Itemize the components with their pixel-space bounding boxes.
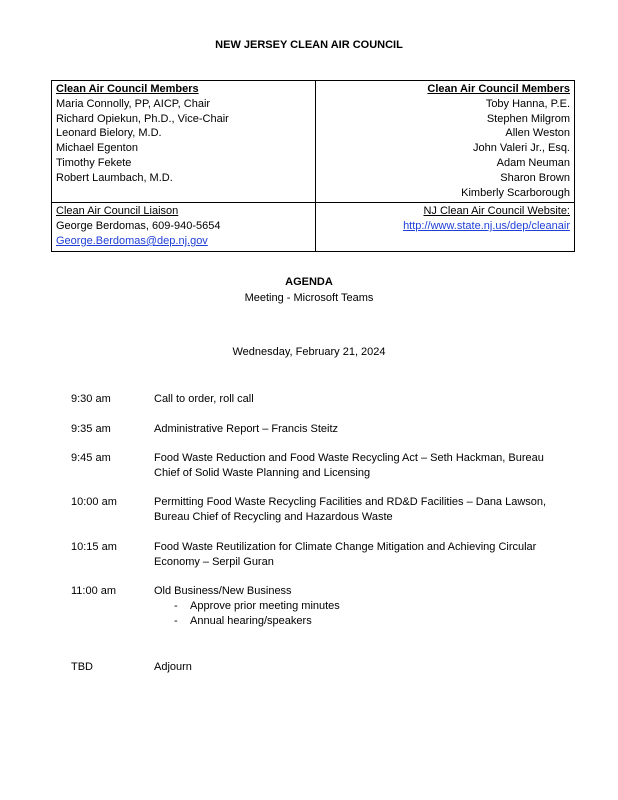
agenda-sub-item — [154, 599, 554, 614]
member-name: Adam Neuman — [496, 156, 570, 169]
agenda-item-text: Food Waste Reutilization for Climate Change Mitigation and Achieving Circular — [154, 541, 537, 553]
agenda-item-time: 9:45 am — [71, 452, 111, 464]
member-name: Sharon Brown — [500, 171, 570, 184]
agenda-item-text: Call to order, roll call — [154, 393, 254, 405]
member-name: Robert Laumbach, M.D. — [56, 171, 173, 184]
website-header: NJ Clean Air Council Website: — [423, 205, 570, 218]
liaison-header: Clean Air Council Liaison — [56, 205, 179, 218]
website-link[interactable]: http://www.state.nj.us/dep/cleanair — [403, 220, 570, 233]
agenda-sub-list — [154, 599, 554, 629]
agenda-item-description — [154, 584, 554, 629]
agenda-item-time: 10:15 am — [71, 541, 117, 553]
agenda-title: AGENDA — [285, 276, 333, 288]
liaison-email-link[interactable]: George.Berdomas@dep.nj.gov — [56, 234, 208, 247]
agenda-item-text: Administrative Report – Francis Steitz — [154, 423, 339, 435]
agenda-item-text: Permitting Food Waste Recycling Facilities and RD&D Facilities – Dana Lawson, — [154, 496, 547, 508]
members-right-cell — [316, 81, 575, 203]
agenda-item-text: Economy – Serpil Guran — [154, 556, 274, 568]
member-name: John Valeri Jr., Esq. — [472, 142, 570, 155]
dash-bullet: - — [174, 600, 178, 612]
agenda-date: Wednesday, February 21, 2024 — [232, 346, 386, 358]
agenda-item-description — [154, 660, 554, 675]
agenda-item-time: 10:00 am — [71, 496, 117, 508]
agenda-item-time: 9:35 am — [71, 423, 111, 435]
agenda-item-description — [154, 451, 554, 481]
agenda-item-text: Old Business/New Business — [154, 585, 292, 597]
member-name: Michael Egenton — [56, 142, 138, 155]
members-left-cell — [52, 81, 316, 203]
document-title: NEW JERSEY CLEAN AIR COUNCIL — [215, 39, 403, 51]
agenda-item-text: Chief of Solid Waste Planning and Licensing — [154, 467, 371, 479]
agenda-item-time: TBD — [71, 661, 93, 673]
website-cell — [316, 203, 575, 251]
members-right-header: Clean Air Council Members — [427, 83, 570, 95]
member-name: Toby Hanna, P.E. — [485, 97, 570, 110]
agenda-item-description — [154, 495, 554, 525]
member-name: Leonard Bielory, M.D. — [56, 127, 162, 140]
agenda-subtitle: Meeting - Microsoft Teams — [244, 292, 374, 304]
agenda-item-description — [154, 422, 554, 437]
liaison-contact: George Berdomas, 609-940-5654 — [56, 220, 221, 233]
member-name: Richard Opiekun, Ph.D., Vice-Chair — [56, 112, 229, 125]
agenda-item-text: Food Waste Reduction and Food Waste Recycling Act – Seth Hackman, Bureau — [154, 452, 544, 464]
agenda-sub-item-text: Approve prior meeting minutes — [190, 600, 340, 612]
member-name: Timothy Fekete — [56, 156, 132, 169]
agenda-item-text: Bureau Chief of Recycling and Hazardous Waste — [154, 511, 393, 523]
agenda-sub-item-text: Annual hearing/speakers — [190, 615, 312, 627]
agenda-item-text: Adjourn — [154, 661, 192, 673]
member-name: Allen Weston — [505, 127, 570, 140]
council-info-table — [51, 80, 575, 252]
agenda-item-time: 11:00 am — [71, 585, 117, 597]
dash-bullet: - — [174, 615, 178, 627]
liaison-cell — [52, 203, 316, 251]
agenda-item-description — [154, 540, 554, 570]
agenda-sub-item — [154, 614, 554, 629]
member-name: Kimberly Scarborough — [461, 186, 570, 199]
members-left-header: Clean Air Council Members — [56, 83, 199, 95]
agenda-item-time: 9:30 am — [71, 393, 111, 405]
member-name: Stephen Milgrom — [486, 112, 570, 125]
agenda-item-description — [154, 392, 554, 407]
member-name: Maria Connolly, PP, AICP, Chair — [56, 97, 211, 110]
